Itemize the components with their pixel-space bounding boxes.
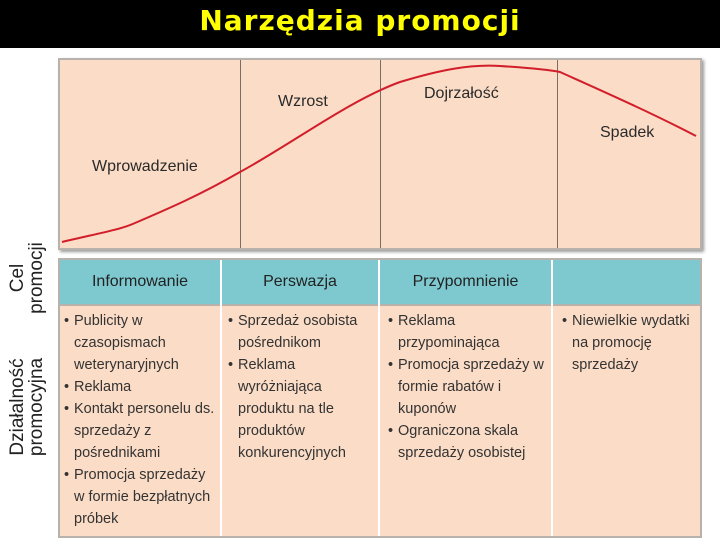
column-divider-2	[378, 304, 380, 536]
list-item: • Sprzedaż osobista pośrednikom	[228, 310, 372, 354]
header-reminding-label: Przypomnienie	[412, 273, 519, 290]
side-label-goal	[8, 238, 46, 318]
stage-label-introduction: Wprowadzenie	[92, 158, 198, 175]
list-item: • Ograniczona skala sprzedaży osobistej	[388, 420, 546, 464]
header-informing	[60, 260, 222, 306]
list-item: • Reklama	[64, 376, 218, 398]
stage-label-growth: Wzrost	[278, 93, 328, 110]
column-divider-1	[220, 304, 222, 536]
list-item: • Niewielkie wydatki na promocję sprzedaży	[562, 310, 694, 376]
stage-label-decline: Spadek	[600, 124, 655, 141]
side-label-activity	[8, 352, 46, 462]
header-reminding	[380, 260, 553, 306]
slide-title: Narzędzia promocji	[199, 4, 521, 37]
list-item: • Promocja sprzedaży w formie bezpłatnych próbek	[64, 464, 218, 530]
column-divider-3	[551, 304, 553, 536]
list-item: • Promocja sprzedaży w formie rabatów i kuponów	[388, 354, 546, 420]
header-persuasion	[222, 260, 380, 306]
header-informing-label: Informowanie	[91, 273, 189, 290]
list-item: • Reklama przypominająca	[388, 310, 546, 354]
column-reminding	[388, 310, 546, 464]
life-cycle-panel	[58, 58, 702, 250]
stage-label-maturity: Dojrzałość	[424, 85, 499, 102]
column-persuasion	[228, 310, 372, 464]
side-label-goal-line2: promocji	[26, 242, 47, 314]
list-item: • Kontakt personelu ds. sprzedaży z pośrednikami	[64, 398, 218, 464]
list-item: • Reklama wyróżniająca produktu na tle produktów konkurencyjnych	[228, 354, 372, 464]
header-persuasion-label: Perswazja	[263, 273, 337, 290]
life-cycle-curve	[60, 60, 700, 248]
list-item: • Publicity w czasopismach weterynaryjnych	[64, 310, 218, 376]
column-decline	[562, 310, 694, 376]
header-decline-empty	[553, 260, 700, 306]
promotion-panel	[58, 258, 702, 538]
column-informing	[64, 310, 218, 530]
side-label-activity-line1: Działalność	[7, 358, 28, 456]
sales-curve-line	[62, 66, 696, 242]
side-label-activity-line2: promocyjna	[26, 357, 47, 457]
side-label-goal-line1: Cel	[7, 263, 28, 293]
